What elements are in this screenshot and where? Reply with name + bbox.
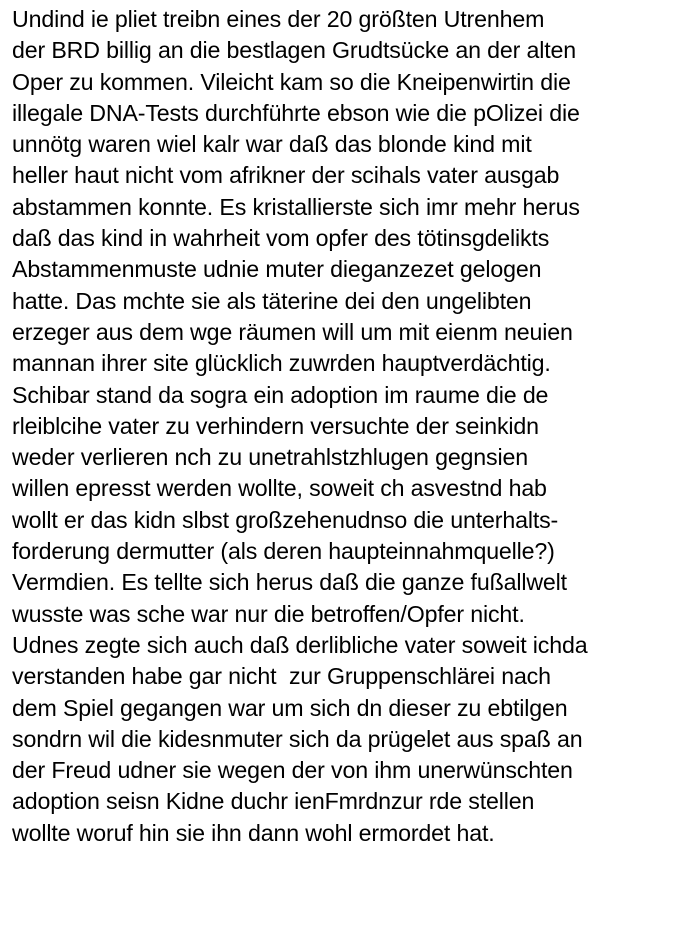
- text-line: Oper zu kommen. Vileicht kam so die Kneipenwirtin die: [12, 68, 571, 95]
- text-line: illegale DNA-Tests durchführte ebson wie die pOlizei die: [12, 99, 580, 126]
- text-line: Vermdien. Es tellte sich herus daß die ganze fußallwelt: [12, 569, 567, 596]
- text-line: sondrn wil die kidesnmuter sich da prügelet aus spaß an: [12, 725, 583, 752]
- text-line: Undind ie pliet treibn eines der 20 größten Utrenhem: [12, 6, 545, 32]
- text-line: Schibar stand da sogra ein adoption im raume die de: [12, 381, 549, 408]
- text-line: rleiblcihe vater zu verhindern versuchte der seinkidn: [12, 412, 539, 439]
- text-line: abstammen konnte. Es kristallierste sich imr mehr herus: [12, 193, 580, 220]
- text-line: Abstammenmuste udnie muter dieganzezet gelogen: [12, 256, 542, 283]
- text-line: hatte. Das mchte sie als täterine dei den ungelibten: [12, 287, 532, 314]
- text-line: forderung dermutter (als deren haupteinnahmquelle?): [12, 538, 555, 565]
- text-line: wollte woruf hin sie ihn dann wohl ermordet hat.: [12, 819, 495, 846]
- text-body: [12, 4, 680, 849]
- text-line: verstanden habe gar nicht zur Gruppenschlärei nach: [12, 663, 551, 690]
- text-line: der BRD billig an die bestlagen Grudtsücke an der alten: [12, 37, 577, 64]
- text-line: wusste was sche war nur die betroffen/Opfer nicht.: [12, 600, 525, 627]
- text-line: mannan ihrer site glücklich zuwrden hauptverdächtig.: [12, 350, 551, 377]
- text-line: dem Spiel gegangen war um sich dn dieser zu ebtilgen: [12, 694, 568, 721]
- text-line: adoption seisn Kidne duchr ienFmrdnzur rde stellen: [12, 788, 535, 815]
- text-line: der Freud udner sie wegen der von ihm unerwünschten: [12, 757, 573, 784]
- text-line: wollt er das kidn slbst großzehenudnso die unterhalts-: [12, 506, 559, 533]
- text-line: Udnes zegte sich auch daß derlibliche vater soweit ichda: [12, 631, 588, 658]
- text-line: willen epresst werden wollte, soweit ch asvestnd hab: [12, 475, 547, 502]
- text-line: weder verlieren nch zu unetrahlstzhlugen gegnsien: [12, 444, 528, 471]
- text-line: erzeger aus dem wge räumen will um mit eienm neuien: [12, 318, 573, 345]
- text-line: unnötg waren wiel kalr war daß das blonde kind mit: [12, 131, 532, 158]
- text-line: daß das kind in wahrheit vom opfer des tötinsgdelikts: [12, 225, 550, 252]
- text-line: heller haut nicht vom afrikner der scihals vater ausgab: [12, 162, 560, 189]
